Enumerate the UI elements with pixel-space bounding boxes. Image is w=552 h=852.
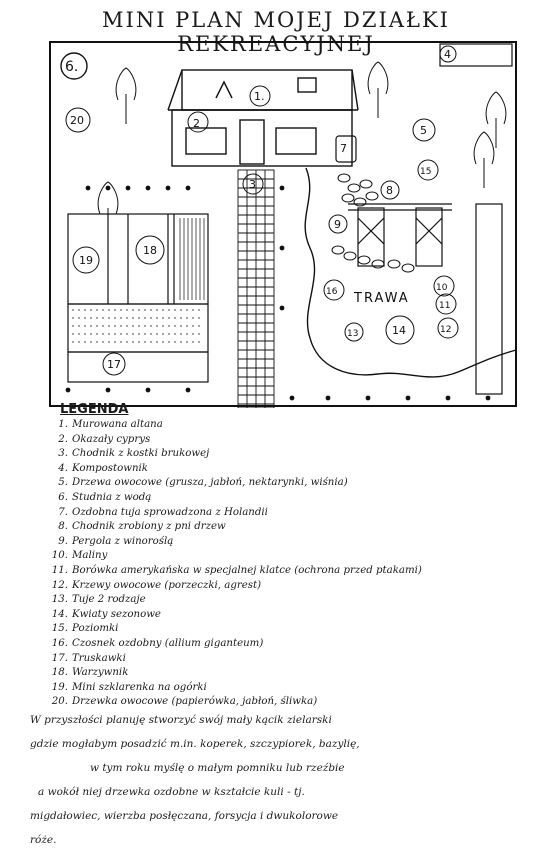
- legend-item-number: 8.: [58, 521, 68, 533]
- legend-item-text: Kwiaty sezonowe: [72, 608, 161, 620]
- plan-label-1: 1.: [254, 90, 265, 103]
- plan-label-18: 18: [143, 244, 157, 257]
- note-line-2: gdzie mogłabym posadzić m.in. koperek, szczypiorek, bazylię,: [30, 738, 360, 750]
- legend-item: [46, 491, 546, 506]
- legend-item-number: 7.: [58, 506, 68, 518]
- legend-item-text: Chodnik zrobiony z pni drzew: [72, 521, 226, 533]
- legend-item-number: 10.: [51, 550, 68, 562]
- legend-item: [46, 564, 546, 579]
- legend-item-number: 1.: [58, 419, 68, 430]
- legend-item-text: Tuje 2 rodzaje: [72, 594, 146, 606]
- legend-item: [46, 535, 546, 550]
- legend-item-text: Truskawki: [72, 652, 126, 664]
- left-plots: [68, 214, 208, 382]
- legend-item-text: Pergola z winoroślą: [72, 535, 174, 547]
- note-line-6: róże.: [30, 834, 57, 846]
- legend-item-number: 14.: [51, 608, 68, 620]
- legend-item: [46, 433, 546, 448]
- legend-item: [46, 506, 546, 521]
- legend-item-text: Czosnek ozdobny (allium giganteum): [72, 637, 264, 649]
- legend-item-text: Chodnik z kostki brukowej: [72, 448, 210, 460]
- plan-label-3: 3: [249, 178, 256, 191]
- legend-item-text: Kompostownik: [72, 462, 148, 474]
- legend: [46, 402, 546, 710]
- plan-label-15: 15: [420, 167, 432, 177]
- legend-item: [46, 622, 546, 637]
- note-line-5: migdałowiec, wierzba posłęczana, forsycja i dwukolorowe: [30, 810, 339, 822]
- legend-item: [46, 652, 546, 667]
- thuja-border: [305, 168, 516, 377]
- plan-label-14: 14: [392, 324, 406, 337]
- note-line-4: a wokół niej drzewka ozdobne w kształcie kuli - tj.: [38, 786, 305, 798]
- garden-plan: [48, 38, 520, 408]
- legend-item-number: 2.: [58, 433, 68, 445]
- legend-item-text: Maliny: [72, 550, 108, 562]
- legend-item: [46, 418, 546, 433]
- legend-item-text: Poziomki: [72, 623, 119, 635]
- legend-item-number: 16.: [51, 637, 68, 649]
- note-line-1: W przyszłości planuję stworzyć swój mały kącik zielarski: [30, 714, 332, 726]
- legend-item-text: Murowana altana: [72, 419, 163, 430]
- legend-item-number: 17.: [51, 652, 68, 664]
- legend-item-number: 20.: [51, 696, 68, 708]
- pergola: [348, 204, 452, 266]
- legend-item-text: Ozdobna tuja sprowadzona z Holandii: [72, 506, 268, 518]
- page-title: MINI PLAN MOJEJ DZIAŁKI REKREACYJNEJ: [102, 8, 450, 56]
- plan-label-17: 17: [107, 358, 121, 371]
- legend-item-text: Krzewy owocowe (porzeczki, agrest): [72, 579, 262, 591]
- plan-label-19: 19: [79, 254, 93, 267]
- legend-item-text: Mini szklarenka na ogórki: [72, 681, 207, 693]
- legend-item: [46, 608, 546, 623]
- legend-item: [46, 666, 546, 681]
- log-path: [332, 174, 414, 272]
- note-line-3: w tym roku myślę o małym pomniku lub rzeźbie: [90, 762, 345, 774]
- legend-item-text: Warzywnik: [72, 667, 129, 679]
- plan-label-6: 6.: [65, 59, 79, 75]
- legend-heading: LEGENDA: [60, 402, 129, 417]
- legend-item-number: 12.: [51, 579, 68, 591]
- legend-item-text: Studnia z wodą: [72, 491, 152, 503]
- plan-label-8: 8: [386, 184, 393, 197]
- legend-item-number: 11.: [51, 564, 68, 576]
- legend-item: [46, 681, 546, 696]
- legend-item-number: 19.: [51, 681, 68, 693]
- legend-item-number: 18.: [51, 667, 68, 679]
- legend-item-text: Drzewa owocowe (grusza, jabłoń, nektarynki, wiśnia): [72, 477, 348, 489]
- legend-item-number: 6.: [58, 491, 68, 503]
- legend-item-number: 13.: [51, 594, 68, 606]
- plan-label-20: 20: [70, 114, 84, 127]
- legend-item: [46, 549, 546, 564]
- legend-item-number: 9.: [58, 535, 68, 547]
- legend-item-number: 5.: [58, 477, 68, 489]
- handwritten-note: [30, 708, 545, 852]
- plan-label-5: 5: [420, 124, 427, 137]
- grass-label: TRAWA: [354, 291, 410, 306]
- legend-item: [46, 476, 546, 491]
- legend-item: [46, 520, 546, 535]
- plan-label-11: 11: [439, 301, 451, 311]
- plot-boundary: [50, 42, 516, 406]
- legend-item-text: Borówka amerykańska w specjalnej klatce (ochrona przed ptakami): [72, 564, 422, 576]
- plan-label-2: 2: [193, 117, 200, 130]
- plan-label-13: 13: [347, 329, 359, 339]
- legend-item-number: 3.: [58, 448, 68, 460]
- legend-item: [46, 462, 546, 477]
- plan-label-4: 4: [444, 48, 451, 61]
- legend-item-number: 15.: [51, 623, 68, 635]
- legend-item: [46, 593, 546, 608]
- right-bed: [476, 204, 502, 394]
- legend-item: [46, 637, 546, 652]
- legend-item-text: Drzewka owocowe (papierówka, jabłoń, śliwka): [72, 696, 318, 708]
- legend-item-text: Okazały cyprys: [72, 433, 151, 445]
- plan-label-16: 16: [326, 287, 338, 297]
- legend-item: [46, 447, 546, 462]
- legend-item: [46, 579, 546, 594]
- plan-label-9: 9: [334, 218, 341, 231]
- plan-label-7: 7: [340, 142, 347, 155]
- legend-item-number: 4.: [58, 462, 68, 474]
- plan-label-10: 10: [436, 283, 448, 293]
- brick-path: [238, 170, 274, 408]
- plan-label-12: 12: [440, 325, 452, 335]
